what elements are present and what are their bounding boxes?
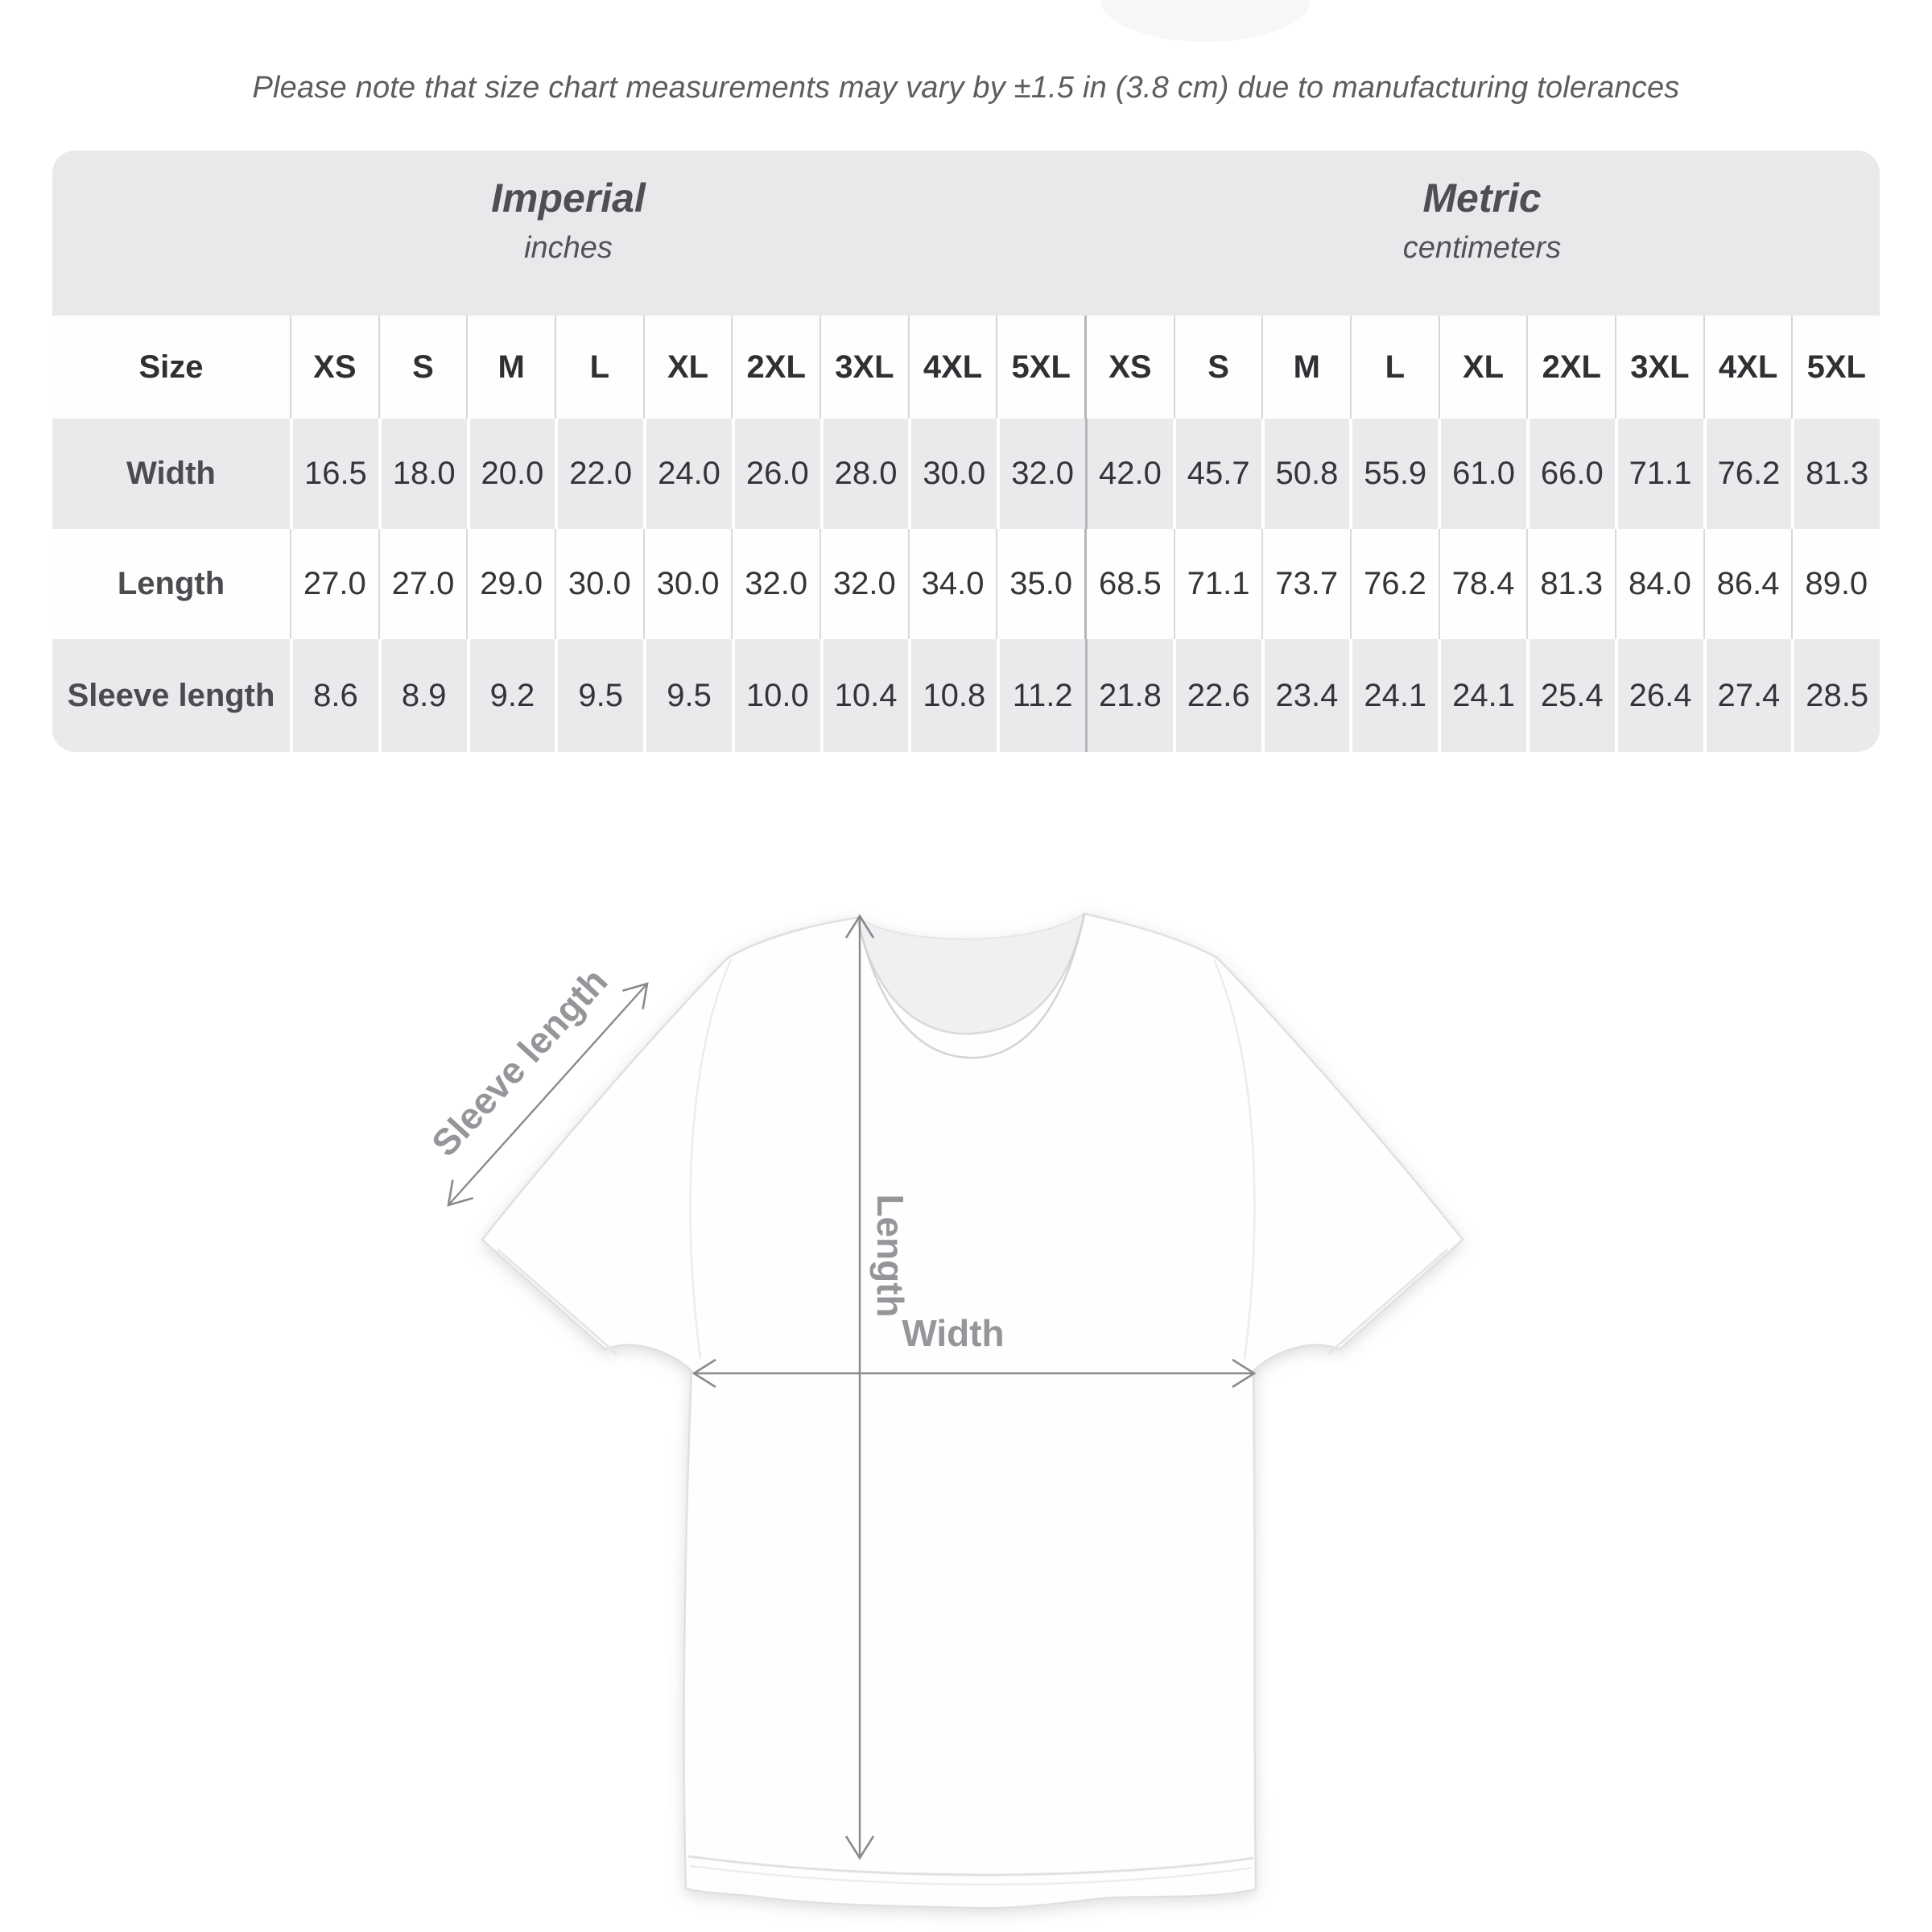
value-cell: 10.0 [732,639,820,752]
value-cell: 81.3 [1791,419,1880,529]
row-label: Length [117,566,225,601]
size-col-header-metric: 4XL [1703,316,1792,419]
size-col-header-metric: XL [1439,316,1527,419]
tolerance-note: Please note that size chart measurements may vary by ±1.5 in (3.8 cm) due to manufacturing tolerances [252,71,1680,105]
value-cell: 66.0 [1526,419,1615,529]
sleeve-length-label: Sleeve length [423,960,616,1165]
value-cell: 71.1 [1174,529,1262,639]
value-cell: 32.0 [997,419,1085,529]
value-cell: 27.0 [290,529,378,639]
top-crop-artifact [1101,0,1311,42]
size-header-row [52,316,1880,419]
imperial-subtitle: inches [524,231,613,265]
tshirt-diagram [386,886,1562,1932]
value-cell: 89.0 [1791,529,1880,639]
value-cell: 81.3 [1526,529,1615,639]
size-col-header-imperial: M [466,316,555,419]
value-cell: 24.1 [1349,639,1438,752]
value-cell: 32.0 [819,529,908,639]
value-cell: 10.8 [908,639,997,752]
value-cell: 26.0 [732,419,820,529]
value-cell: 86.4 [1703,529,1792,639]
size-col-header-metric: 3XL [1615,316,1703,419]
metric-header [1084,175,1880,266]
tshirt-svg [386,886,1562,1932]
size-table [52,316,1880,752]
value-cell: 28.0 [820,419,909,529]
metric-subtitle: centimeters [1402,231,1562,265]
value-cell: 61.0 [1438,419,1526,529]
value-cell: 22.0 [555,419,643,529]
value-cell: 18.0 [378,419,467,529]
value-cell: 34.0 [908,529,997,639]
value-cell: 26.4 [1615,639,1703,752]
value-cell: 30.0 [555,529,643,639]
size-col-header-metric: S [1174,316,1262,419]
imperial-header [52,175,1084,266]
value-cell: 8.9 [378,639,467,752]
value-cell: 45.7 [1173,419,1261,529]
value-cell: 27.4 [1703,639,1792,752]
value-cell: 68.5 [1084,529,1174,639]
value-cell: 8.6 [290,639,378,752]
size-col-header-metric: M [1261,316,1350,419]
value-cell: 42.0 [1085,419,1173,529]
size-col-header-metric: L [1350,316,1439,419]
size-col-header-imperial: XS [290,316,378,419]
size-col-header-imperial: S [378,316,467,419]
size-col-header-imperial: XL [643,316,732,419]
value-cell: 20.0 [467,419,555,529]
size-col-header-metric: 2XL [1526,316,1615,419]
value-cell: 9.5 [555,639,643,752]
unit-header-band [52,151,1880,316]
value-cell: 10.4 [820,639,909,752]
size-col-header-imperial: 4XL [908,316,997,419]
value-cell: 27.0 [378,529,467,639]
value-cell: 29.0 [466,529,555,639]
size-col-header-imperial: 2XL [731,316,819,419]
value-cell: 30.0 [643,529,732,639]
size-table-body [52,419,1880,752]
value-cell: 76.2 [1350,529,1439,639]
table-row [52,419,1880,529]
value-cell: 21.8 [1085,639,1173,752]
imperial-title: Imperial [491,175,646,221]
size-col-header-metric: 5XL [1791,316,1880,419]
size-col-header-imperial: L [555,316,643,419]
value-cell: 73.7 [1261,529,1350,639]
value-cell: 9.5 [643,639,732,752]
size-corner-label: Size [138,349,204,385]
value-cell: 76.2 [1703,419,1792,529]
value-cell: 78.4 [1439,529,1527,639]
row-label: Sleeve length [67,677,275,713]
value-cell: 24.1 [1438,639,1526,752]
value-cell: 35.0 [996,529,1084,639]
tshirt-shape [482,914,1463,1908]
value-cell: 24.0 [643,419,732,529]
table-row [52,529,1880,639]
value-cell: 28.5 [1791,639,1880,752]
value-cell: 9.2 [467,639,555,752]
width-label: Width [902,1312,1005,1354]
size-col-header-imperial: 3XL [819,316,908,419]
row-label: Width [126,456,216,491]
length-label: Length [869,1194,911,1318]
table-row [52,639,1880,752]
size-col-header-imperial: 5XL [996,316,1084,419]
value-cell: 23.4 [1261,639,1350,752]
value-cell: 32.0 [731,529,819,639]
value-cell: 71.1 [1615,419,1703,529]
value-cell: 11.2 [997,639,1085,752]
size-col-header-metric: XS [1084,316,1174,419]
value-cell: 55.9 [1349,419,1438,529]
value-cell: 50.8 [1261,419,1350,529]
value-cell: 84.0 [1615,529,1703,639]
value-cell: 30.0 [908,419,997,529]
value-cell: 25.4 [1526,639,1615,752]
metric-title: Metric [1422,175,1542,221]
value-cell: 16.5 [290,419,378,529]
value-cell: 22.6 [1173,639,1261,752]
